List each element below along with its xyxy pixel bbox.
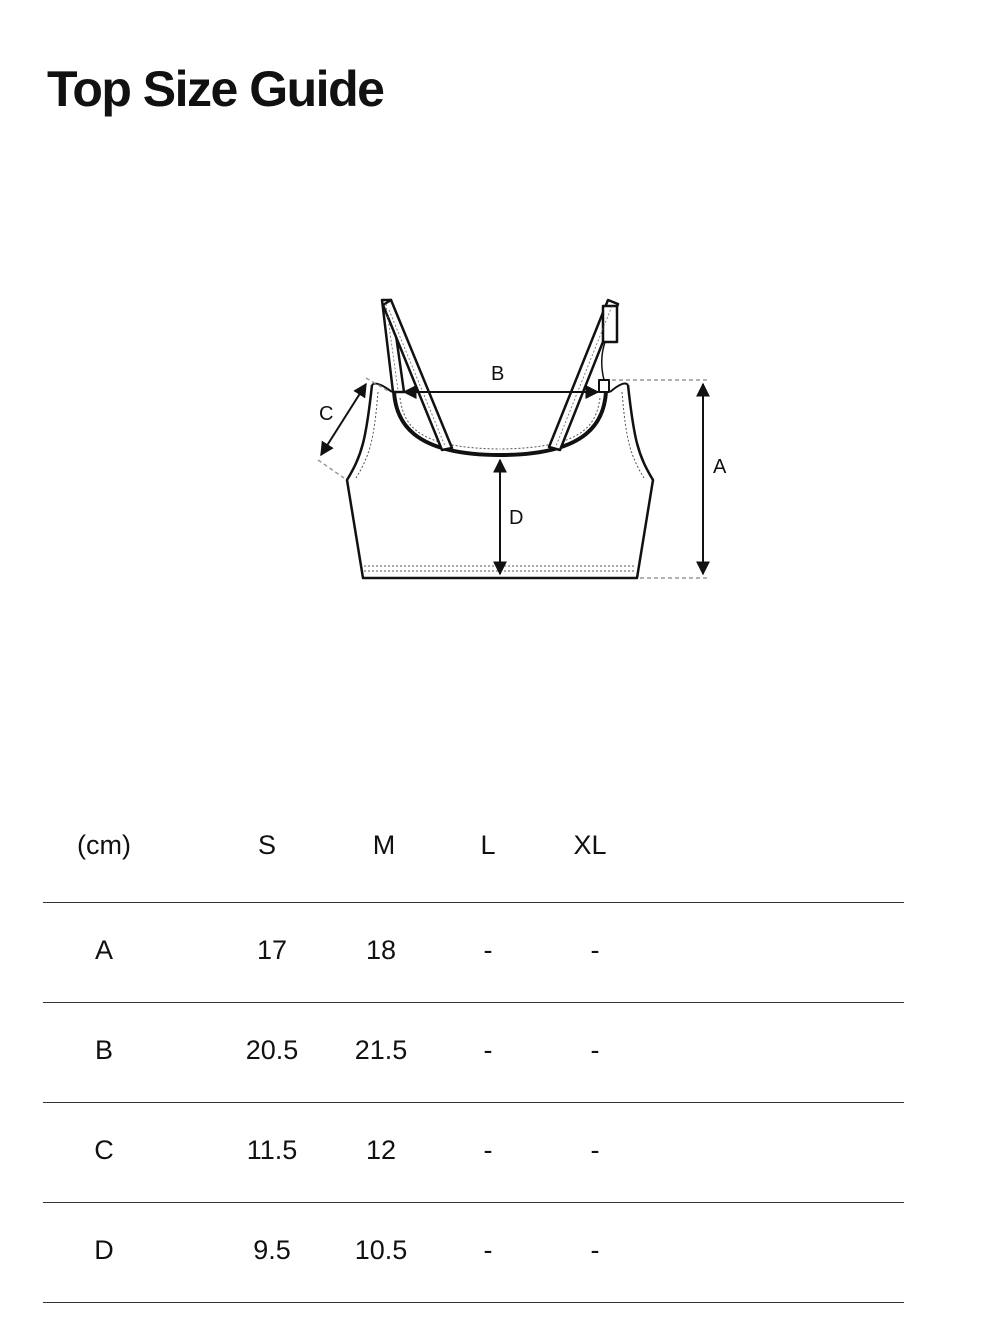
table-cell: - xyxy=(590,1035,600,1065)
table-cell: 18 xyxy=(365,935,397,965)
label-b: B xyxy=(491,363,505,385)
table-cell: - xyxy=(483,1135,493,1165)
table-cell: - xyxy=(483,1035,493,1065)
table-row xyxy=(43,1103,904,1203)
table-cell: - xyxy=(590,935,600,965)
table-row xyxy=(43,1203,904,1303)
table-cell: 11.5 xyxy=(246,1135,298,1165)
measurement-arrows xyxy=(321,384,703,574)
size-header-s: S xyxy=(257,830,277,860)
size-table xyxy=(43,800,904,1303)
size-header-m: M xyxy=(372,830,396,860)
table-cell: 9.5 xyxy=(253,1235,291,1265)
table-row xyxy=(43,1003,904,1103)
label-a: A xyxy=(713,456,727,478)
table-cell: 20.5 xyxy=(245,1035,299,1065)
size-header-l: L xyxy=(480,830,496,860)
unit-label: (cm) xyxy=(77,830,131,860)
table-cell: - xyxy=(483,1235,493,1265)
page-title: Top Size Guide xyxy=(47,61,384,117)
table-cell: - xyxy=(590,1135,600,1165)
table-cell: 21.5 xyxy=(354,1035,408,1065)
strap-hook xyxy=(602,342,605,380)
table-cell: - xyxy=(590,1235,600,1265)
label-d: D xyxy=(509,507,524,529)
label-c: C xyxy=(319,403,334,425)
size-header-xl: XL xyxy=(573,830,607,860)
table-cell: 10.5 xyxy=(354,1235,408,1265)
table-cell: 12 xyxy=(365,1135,397,1165)
row-label: A xyxy=(94,935,114,965)
table-cell: - xyxy=(483,935,493,965)
table-cell: 17 xyxy=(256,935,288,965)
row-label: D xyxy=(94,1235,114,1265)
row-label: B xyxy=(94,1035,114,1065)
table-row xyxy=(43,903,904,1003)
table-header-row xyxy=(43,800,904,903)
row-label: C xyxy=(94,1135,114,1165)
strap-ring xyxy=(599,380,609,392)
